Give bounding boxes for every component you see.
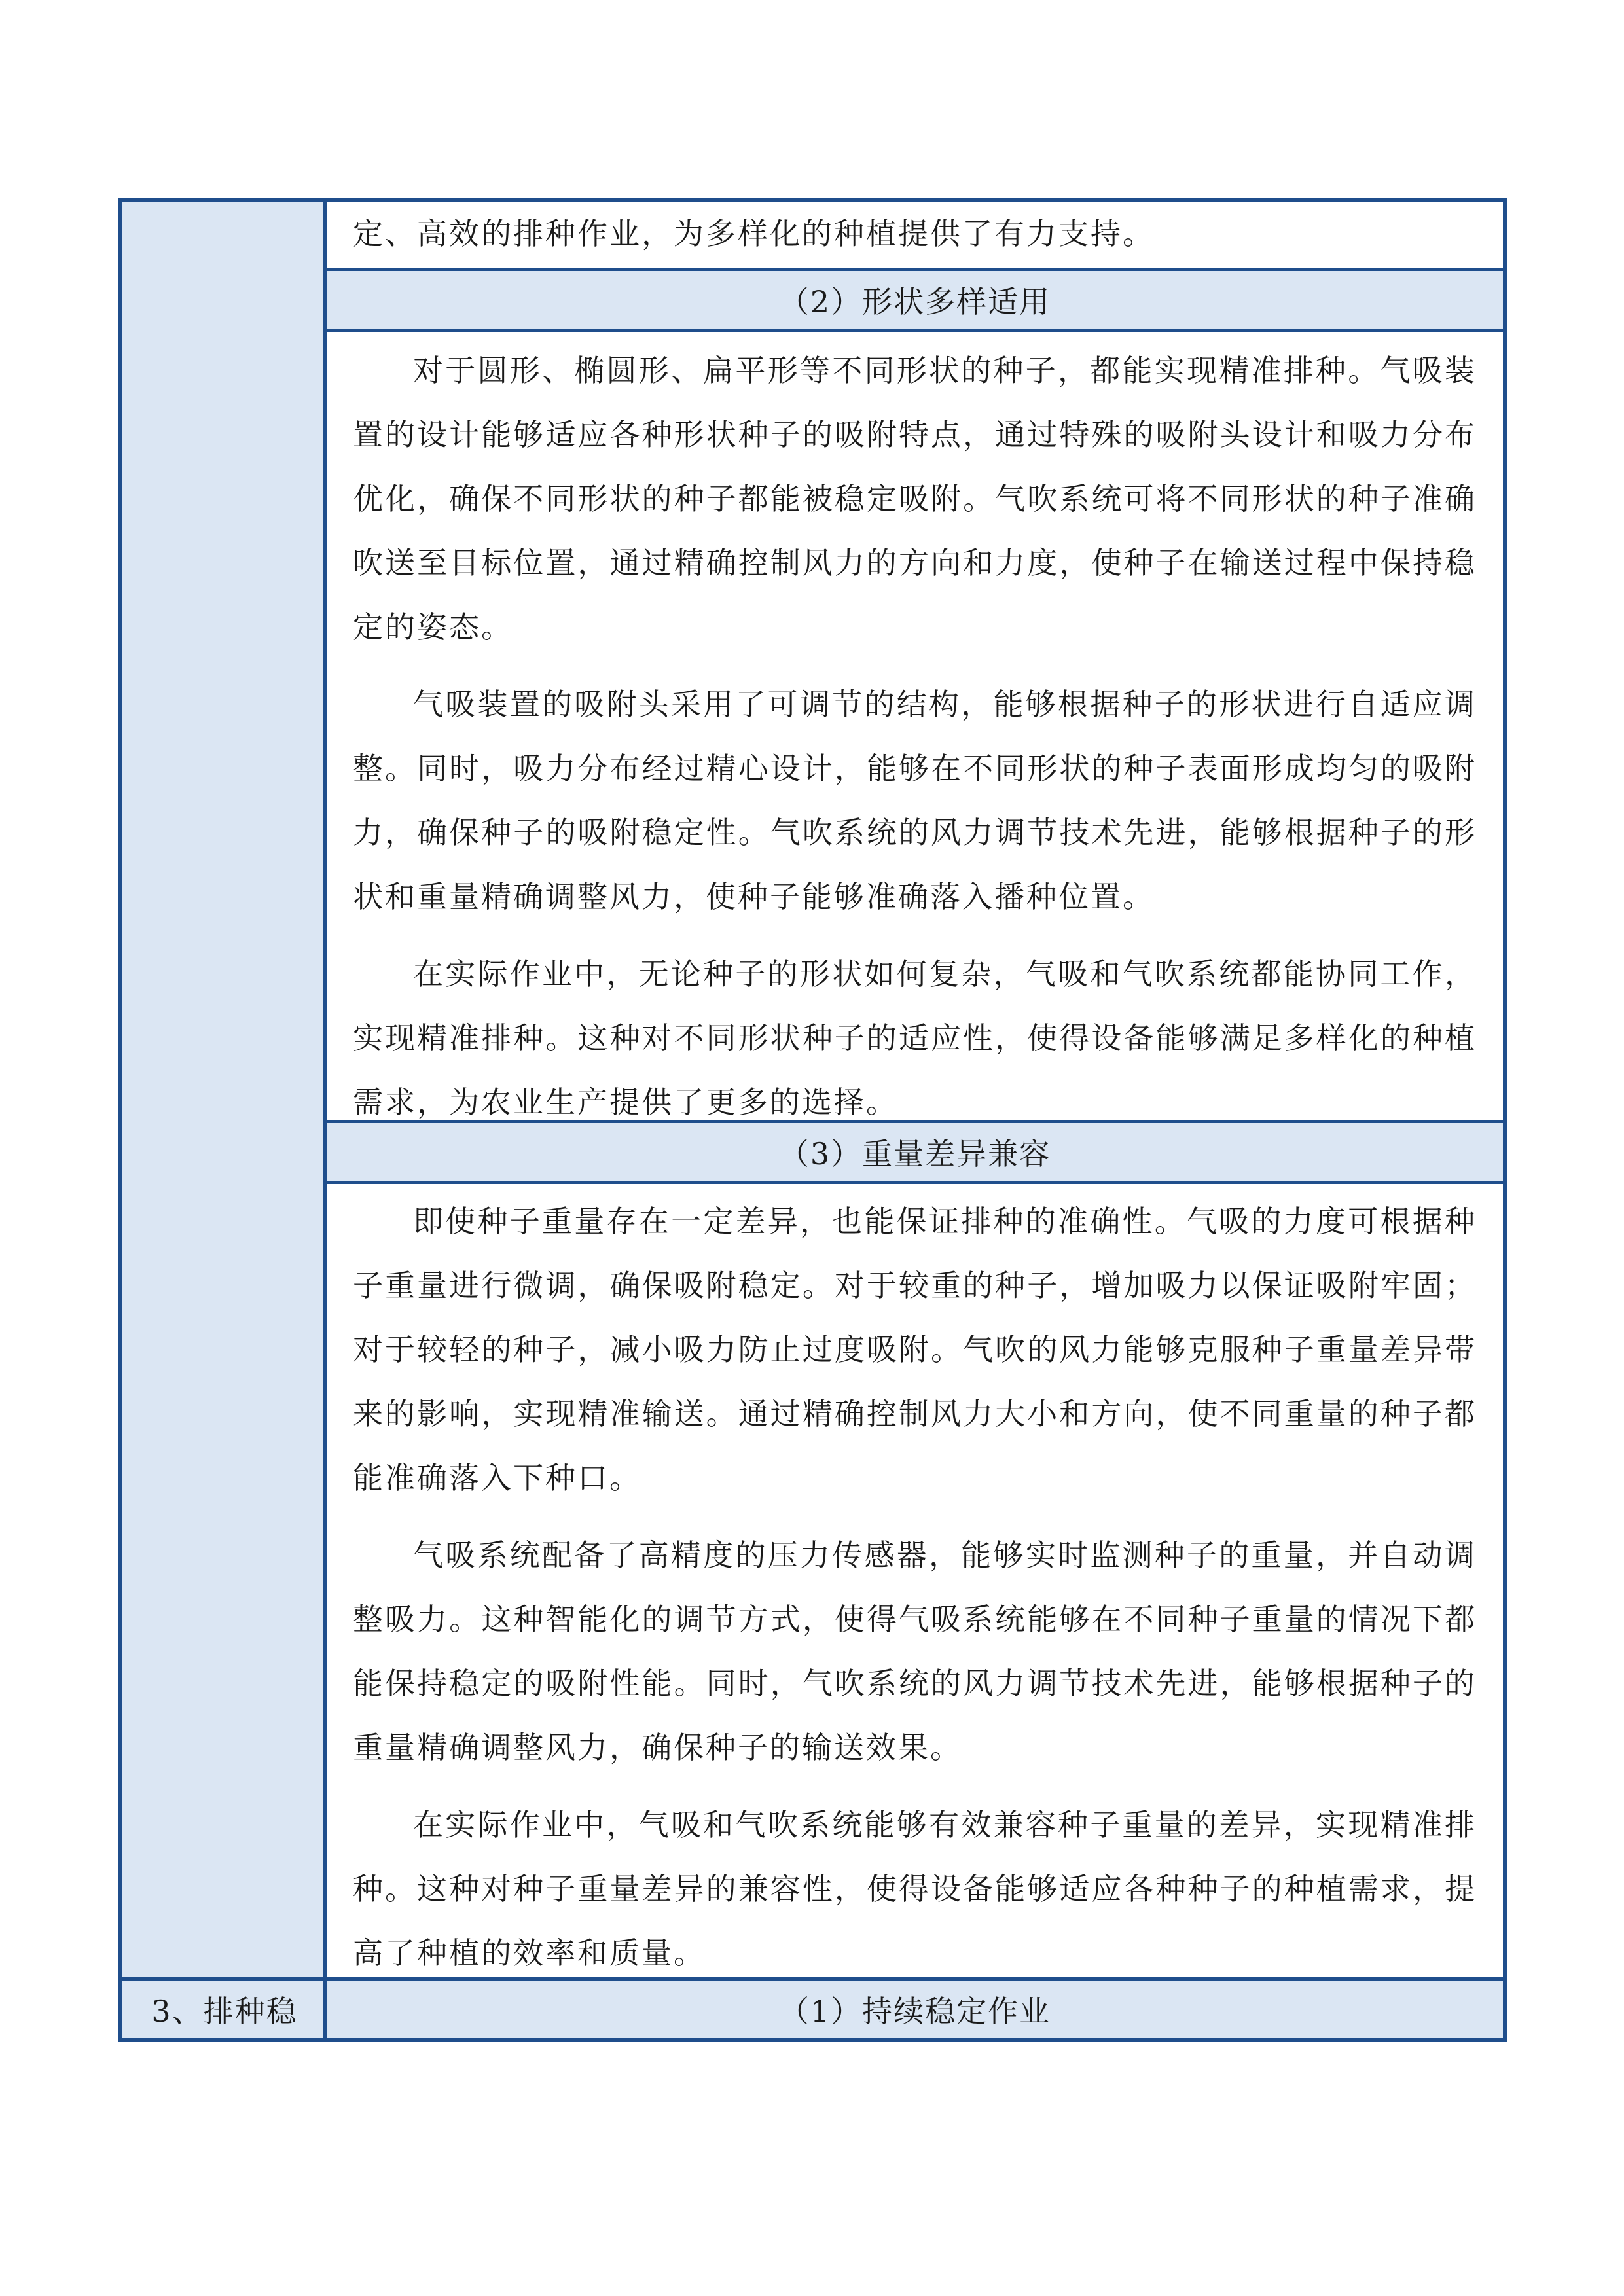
document-table (118, 198, 1507, 2042)
paragraph: 对于圆形、椭圆形、扁平形等不同形状的种子，都能实现精准排种。气吸装置的设计能够适应各种形状种子的吸附特点，通过特殊的吸附头设计和吸力分布优化，确保不同形状的种子都能被稳定吸附。气吹系统可将不同形状的种子准确吹送至目标位置，通过精确控制风力的方向和力度，使种子在输送过程中保持稳定的姿态。 (353, 353, 1477, 645)
paragraph: 在实际作业中，无论种子的形状如何复杂，气吸和气吹系统都能协同工作，实现精准排种。这种对不同形状种子的适应性，使得设备能够满足多样化的种植需求，为农业生产提供了更多的选择。 (353, 956, 1477, 1120)
section-content-weight (327, 1184, 1503, 1977)
paragraph: 气吸装置的吸附头采用了可调节的结构，能够根据种子的形状进行自适应调整。同时，吸力分布经过精心设计，能够在不同形状的种子表面形成均匀的吸附力，确保种子的吸附稳定性。气吹系统的风力调节技术先进，能够根据种子的形状和重量精确调整风力，使种子能够准确落入播种位置。 (353, 687, 1477, 914)
paragraph: 气吸系统配备了高精度的压力传感器，能够实时监测种子的重量，并自动调整吸力。这种智能化的调节方式，使得气吸系统能够在不同种子重量的情况下都能保持稳定的吸附性能。同时，气吹系统的风力调节技术先进，能够根据种子的重量精确调整风力，确保种子的输送效果。 (353, 1537, 1477, 1765)
paragraph: 即使种子重量存在一定差异，也能保证排种的准确性。气吸的力度可根据种子重量进行微调，确保吸附稳定。对于较重的种子，增加吸力以保证吸附牢固；对于较轻的种子，减小吸力防止过度吸附。气吹的风力能够克服种子重量差异带来的影响，实现精准输送。通过精确控制风力大小和方向，使不同重量的种子都能准确落入下种口。 (353, 1204, 1477, 1496)
section-header-weight: （3）重量差异兼容 (327, 1120, 1503, 1184)
continuation-cell (327, 202, 1503, 268)
right-content-column (327, 202, 1503, 2038)
paragraph: 在实际作业中，气吸和气吹系统能够有效兼容种子重量的差异，实现精准排种。这种对种子重量差异的兼容性，使得设备能够适应各种种子的种植需求，提高了种植的效率和质量。 (353, 1807, 1477, 1971)
continuation-text: 定、高效的排种作业，为多样化的种植提供了有力支持。 (353, 216, 1155, 251)
left-category-column (122, 202, 327, 2038)
category-label: 3、排种稳 (122, 1977, 327, 2038)
section-header-shape: （2）形状多样适用 (327, 268, 1503, 332)
section-header-stable: （1）持续稳定作业 (327, 1977, 1503, 2038)
